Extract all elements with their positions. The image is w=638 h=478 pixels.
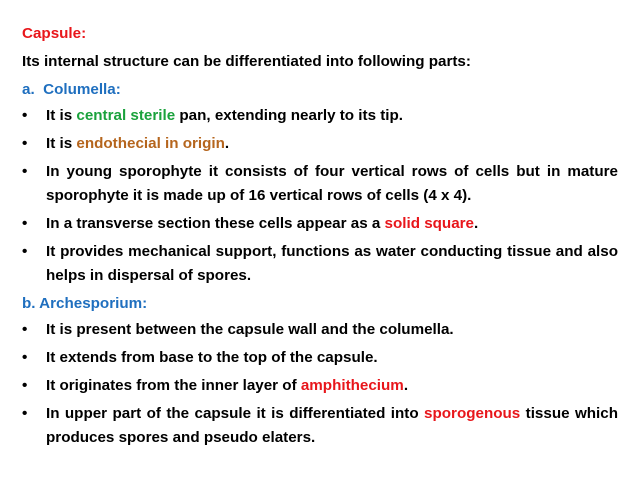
section-a-heading (22, 80, 121, 99)
bullet-b2 (22, 346, 618, 370)
bullet-b4-post: tissue which produces spores and pseudo elaters. (46, 405, 618, 446)
bullet-dot-icon: • (22, 405, 28, 422)
bullet-dot-icon: • (22, 163, 28, 180)
bullet-a1-post: pan, extending nearly to its tip. (175, 107, 404, 124)
bullet-b1 (22, 318, 618, 342)
intro-text: Its internal structure can be differentiated into following parts: (22, 53, 471, 70)
bullet-a4-post: . (474, 215, 479, 232)
bullet-dot-icon: • (22, 377, 28, 394)
bullet-a4 (22, 212, 618, 236)
bullet-dot-icon: • (22, 135, 28, 152)
bullet-dot-icon: • (22, 321, 28, 338)
bullet-a2-highlight: endothecial in origin (76, 135, 225, 152)
bullet-a1 (22, 104, 618, 128)
bullet-a2 (22, 132, 618, 156)
bullet-a1-pre: It is (46, 107, 77, 124)
bullet-a2-pre: It is (46, 135, 77, 152)
bullet-dot-icon: • (22, 243, 28, 260)
bullet-b3-post: . (403, 377, 409, 394)
bullet-dot-icon: • (22, 107, 28, 124)
bullet-a4-pre: In a transverse section these cells appear as a (46, 215, 385, 232)
bullet-a3-text: In young sporophyte it consists of four vertical rows of cells but in mature sporophyte it is made up of 16 vertical rows of cells (4 x 4). (46, 163, 618, 204)
section-a-title: Columella: (43, 81, 121, 98)
section-a-marker: a. (22, 81, 35, 98)
heading-capsule: Capsule: (22, 25, 87, 42)
bullet-a4-highlight: solid square (384, 215, 474, 232)
section-b-heading: b. Archesporium: (22, 295, 148, 312)
bullet-a5 (22, 240, 618, 288)
bullet-a2-post: . (224, 135, 230, 152)
bullet-b4-highlight: sporogenous (424, 405, 521, 422)
bullet-dot-icon: • (22, 349, 28, 366)
bullet-b1-text: It is present between the capsule wall and the columella. (46, 321, 454, 338)
bullet-b3-pre: It originates from the inner layer of (46, 377, 301, 394)
bullet-a1-highlight: central sterile (76, 107, 176, 124)
bullet-b2-text: It extends from base to the top of the capsule. (46, 349, 378, 366)
bullet-a5-text: It provides mechanical support, functions as water conducting tissue and also helps in dispersal of spores. (46, 243, 618, 284)
bullet-b4-pre: In upper part of the capsule it is differentiated into (46, 405, 425, 422)
bullet-b3-highlight: amphithecium (300, 377, 404, 394)
bullet-b3 (22, 374, 618, 398)
bullet-dot-icon: • (22, 215, 28, 232)
bullet-b4 (22, 402, 618, 450)
bullet-a3 (22, 160, 618, 208)
